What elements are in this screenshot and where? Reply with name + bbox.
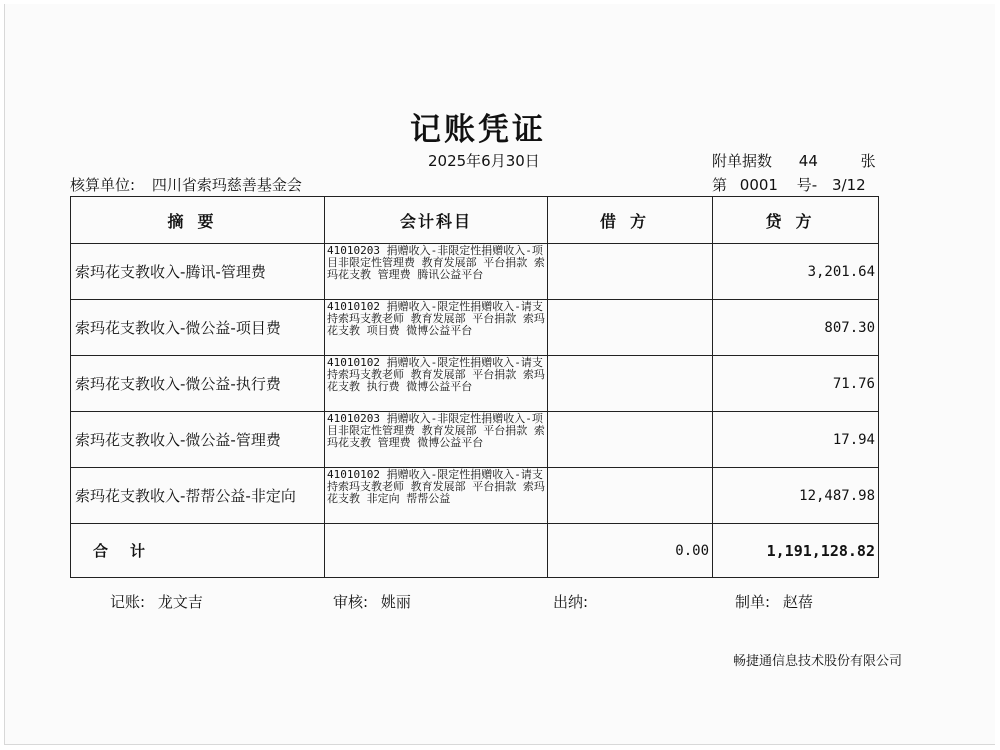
voucher-date: 2025年6月30日: [428, 152, 540, 170]
reviewer-label: 审核:: [333, 593, 369, 611]
header-debit: 借方: [548, 197, 713, 244]
voucher-title: 记账凭证: [410, 112, 546, 148]
row-account: 41010203 捐赠收入-非限定性捐赠收入-项目非限定性管理费 教育发展部 平台捐款 索玛花支教 管理费 微博公益平台: [325, 412, 548, 468]
software-company: 畅捷通信息技术股份有限公司: [733, 654, 903, 669]
attachments-info: [712, 150, 876, 171]
number-suffix: 号-: [796, 176, 818, 194]
total-debit: 0.00: [548, 524, 713, 578]
row-debit: [548, 356, 713, 412]
row-credit: 71.76: [713, 356, 879, 412]
bookkeeper-name: 龙文吉: [157, 593, 203, 611]
accounting-unit: [70, 174, 302, 195]
row-debit: [548, 244, 713, 300]
cashier-signature: [553, 591, 596, 612]
row-summary: 索玛花支教收入-微公益-执行费: [71, 356, 325, 412]
total-blank-cell: [325, 524, 548, 578]
row-summary: 索玛花支教收入-腾讯-管理费: [71, 244, 325, 300]
cashier-label: 出纳:: [553, 593, 589, 611]
row-debit: [548, 300, 713, 356]
attachments-count: 44: [798, 152, 818, 170]
voucher-table: [70, 196, 879, 578]
row-debit: [548, 412, 713, 468]
attachments-label: 附单据数: [712, 152, 773, 170]
row-summary: 索玛花支教收入-微公益-项目费: [71, 300, 325, 356]
preparer-name: 赵蓓: [782, 593, 813, 611]
number-value: 0001: [739, 176, 778, 194]
unit-name: 四川省索玛慈善基金会: [151, 176, 302, 194]
row-account: 41010203 捐赠收入-非限定性捐赠收入-项目非限定性管理费 教育发展部 平台捐款 索玛花支教 管理费 腾讯公益平台: [325, 244, 548, 300]
table-row: [71, 244, 879, 300]
table-row: [71, 412, 879, 468]
table-row: [71, 468, 879, 524]
table-row: [71, 300, 879, 356]
row-credit: 12,487.98: [713, 468, 879, 524]
table-header-row: [71, 197, 879, 244]
row-summary: 索玛花支教收入-帮帮公益-非定向: [71, 468, 325, 524]
number-prefix: 第: [712, 176, 728, 194]
reviewer-signature: [333, 591, 411, 612]
table-row: [71, 356, 879, 412]
total-label-cell: [71, 524, 325, 578]
row-account: 41010102 捐赠收入-限定性捐赠收入-请支持索玛支教老师 教育发展部 平台捐款 索玛花支教 执行费 微博公益平台: [325, 356, 548, 412]
reviewer-name: 姚丽: [380, 593, 411, 611]
header-summary: 摘要: [71, 197, 325, 244]
unit-label: 核算单位:: [70, 176, 136, 194]
bookkeeper-label: 记账:: [110, 593, 146, 611]
row-debit: [548, 468, 713, 524]
row-summary: 索玛花支教收入-微公益-管理费: [71, 412, 325, 468]
row-credit: 3,201.64: [713, 244, 879, 300]
attachments-unit: 张: [860, 152, 876, 170]
row-credit: 807.30: [713, 300, 879, 356]
header-credit: 贷方: [713, 197, 879, 244]
page-indicator: 3/12: [831, 176, 866, 194]
row-account: 41010102 捐赠收入-限定性捐赠收入-请支持索玛支教老师 教育发展部 平台捐款 索玛花支教 非定向 帮帮公益: [325, 468, 548, 524]
preparer-label: 制单:: [735, 593, 771, 611]
preparer-signature: [735, 591, 813, 612]
bookkeeper-signature: [110, 591, 203, 612]
header-account: 会计科目: [325, 197, 548, 244]
total-label: 合计: [93, 542, 168, 560]
row-account: 41010102 捐赠收入-限定性捐赠收入-请支持索玛支教老师 教育发展部 平台捐款 索玛花支教 项目费 微博公益平台: [325, 300, 548, 356]
voucher-number: [712, 174, 866, 195]
row-credit: 17.94: [713, 412, 879, 468]
total-row: [71, 524, 879, 578]
total-credit: 1,191,128.82: [713, 524, 879, 578]
